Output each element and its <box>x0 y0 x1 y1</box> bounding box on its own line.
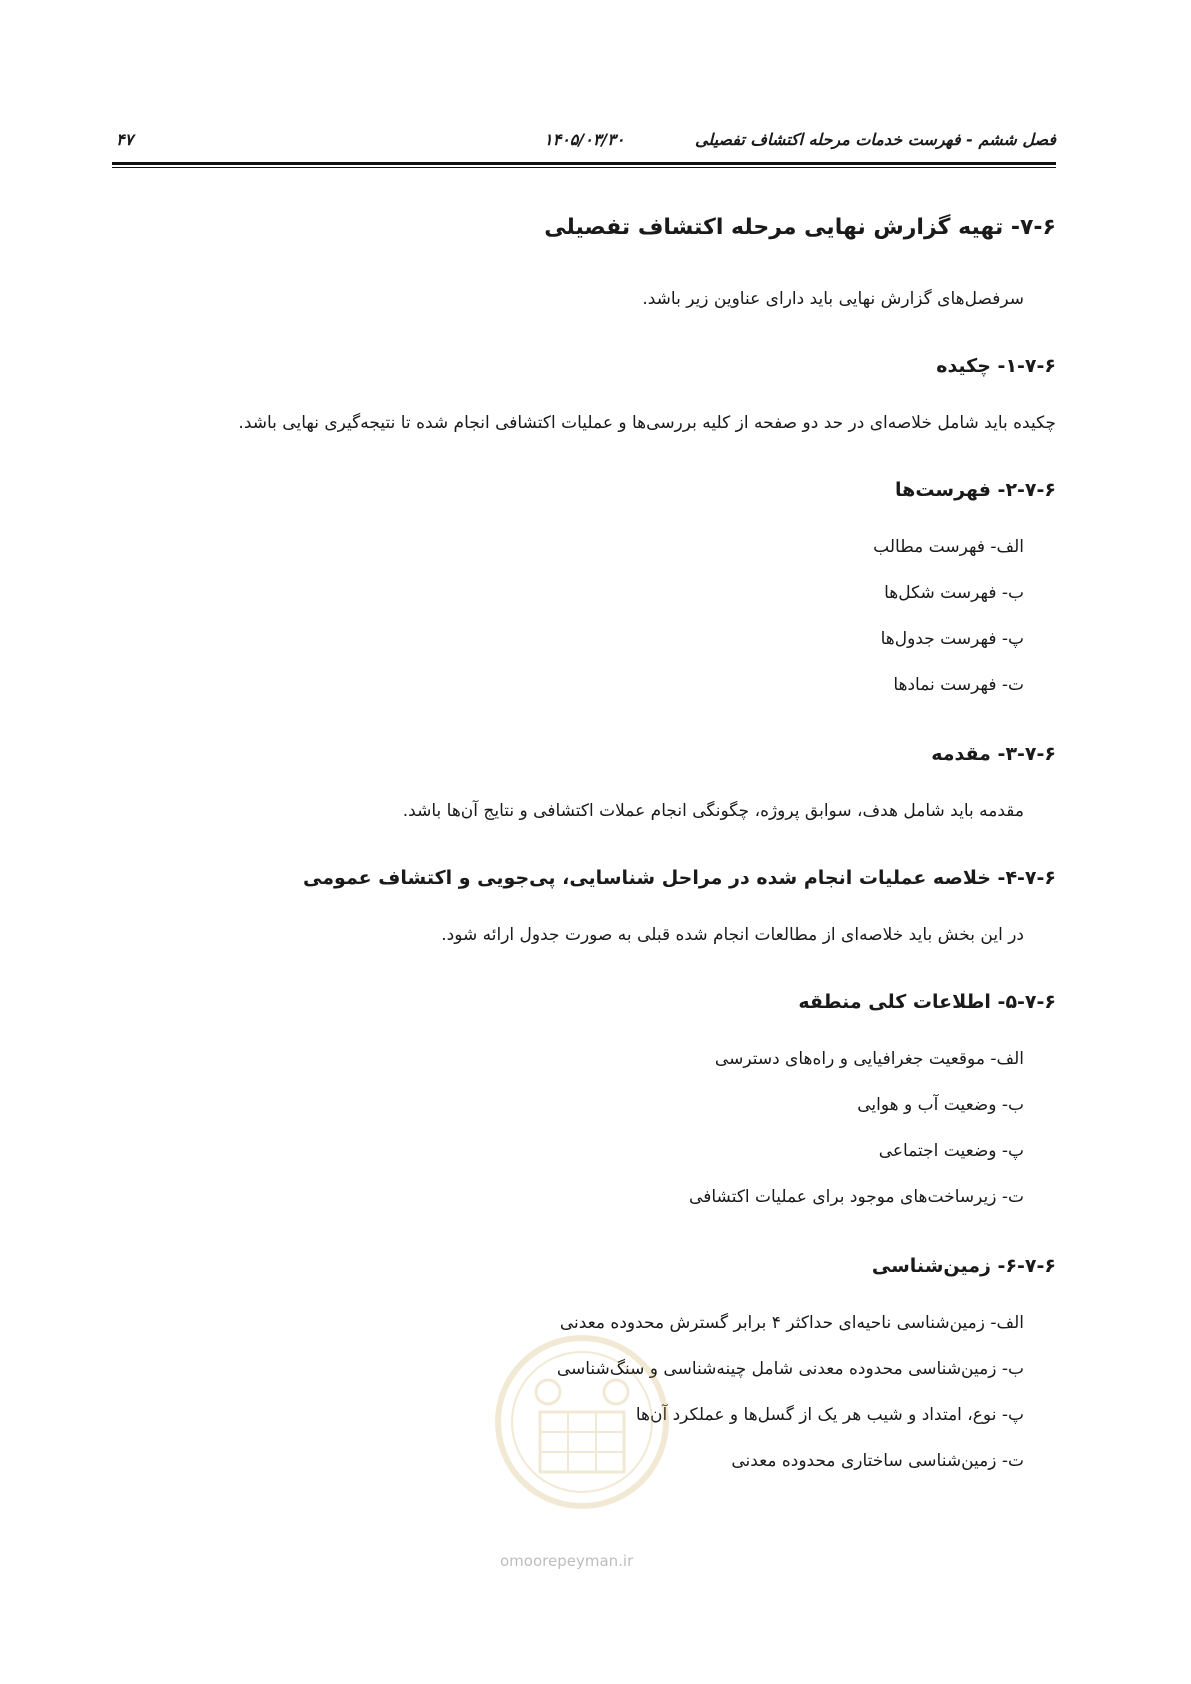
list-item: پ- نوع، امتداد و شیب هر یک از گسل‌ها و عملکرد آن‌ها <box>635 1405 1024 1425</box>
list-item: پ- فهرست جدول‌ها <box>880 629 1024 649</box>
abstract-text: چکیده باید شامل خلاصه‌ای در حد دو صفحه از کلیه بررسی‌ها و عملیات اکتشافی انجام شده تا نتیجه‌گیری نهایی باشد. <box>238 413 1056 433</box>
list-item: الف- موقعیت جغرافیایی و راه‌های دسترسی <box>714 1049 1024 1069</box>
subsection-title-general-info: ۵-۷-۶- اطلاعات کلی منطقه <box>798 991 1056 1013</box>
header-date: ۱۴۰۵/۰۳/۳۰ <box>544 130 625 149</box>
subsection-title-introduction: ۳-۷-۶- مقدمه <box>931 743 1056 765</box>
lists-items <box>112 524 1056 708</box>
page-header <box>112 130 1056 154</box>
list-item: ت- زمین‌شناسی ساختاری محدوده معدنی <box>731 1451 1024 1471</box>
watermark-logo <box>488 1322 676 1522</box>
watermark-url: omoorepeyman.ir <box>500 1552 634 1570</box>
list-item: ب- زمین‌شناسی محدوده معدنی شامل چینه‌شناسی و سنگ‌شناسی <box>556 1359 1024 1379</box>
subsection-title-geology: ۶-۷-۶- زمین‌شناسی <box>871 1255 1056 1277</box>
section-title: ۷-۶- تهیه گزارش نهایی مرحله اکتشاف تفصیلی <box>544 215 1056 240</box>
subsection-title-operations-summary: ۴-۷-۶- خلاصه عملیات انجام شده در مراحل شناسایی، پی‌جویی و اکتشاف عمومی <box>303 867 1056 889</box>
list-item: ب- فهرست شکل‌ها <box>884 583 1024 603</box>
list-item: الف- زمین‌شناسی ناحیه‌ای حداکثر ۴ برابر گسترش محدوده معدنی <box>559 1313 1024 1333</box>
page-number: ۴۷ <box>116 130 134 149</box>
main-content <box>112 210 1056 1514</box>
section-intro: سرفصل‌های گزارش نهایی باید دارای عناوین زیر باشد. <box>642 289 1024 309</box>
subsection-title-abstract: ۱-۷-۶- چکیده <box>936 355 1056 377</box>
list-item: ت- فهرست نمادها <box>893 675 1024 695</box>
header-rule-thin <box>112 167 1056 168</box>
subsection-title-lists: ۲-۷-۶- فهرست‌ها <box>895 479 1056 501</box>
operations-summary-text: در این بخش باید خلاصه‌ای از مطالعات انجام شده قبلی به صورت جدول ارائه شود. <box>441 925 1024 945</box>
introduction-text: مقدمه باید شامل هدف، سوابق پروژه، چگونگی انجام عملات اکتشافی و نتایج آن‌ها باشد. <box>402 801 1024 821</box>
list-item: ت- زیرساخت‌های موجود برای عملیات اکتشافی <box>689 1187 1024 1207</box>
general-info-items <box>112 1036 1056 1220</box>
list-item: ب- وضعیت آب و هوایی <box>857 1095 1024 1115</box>
list-item: الف- فهرست مطالب <box>873 537 1024 557</box>
list-item: پ- وضعیت اجتماعی <box>878 1141 1024 1161</box>
chapter-title: فصل ششم - فهرست خدمات مرحله اکتشاف تفصیلی <box>694 130 1056 149</box>
header-rule-thick <box>112 162 1056 165</box>
